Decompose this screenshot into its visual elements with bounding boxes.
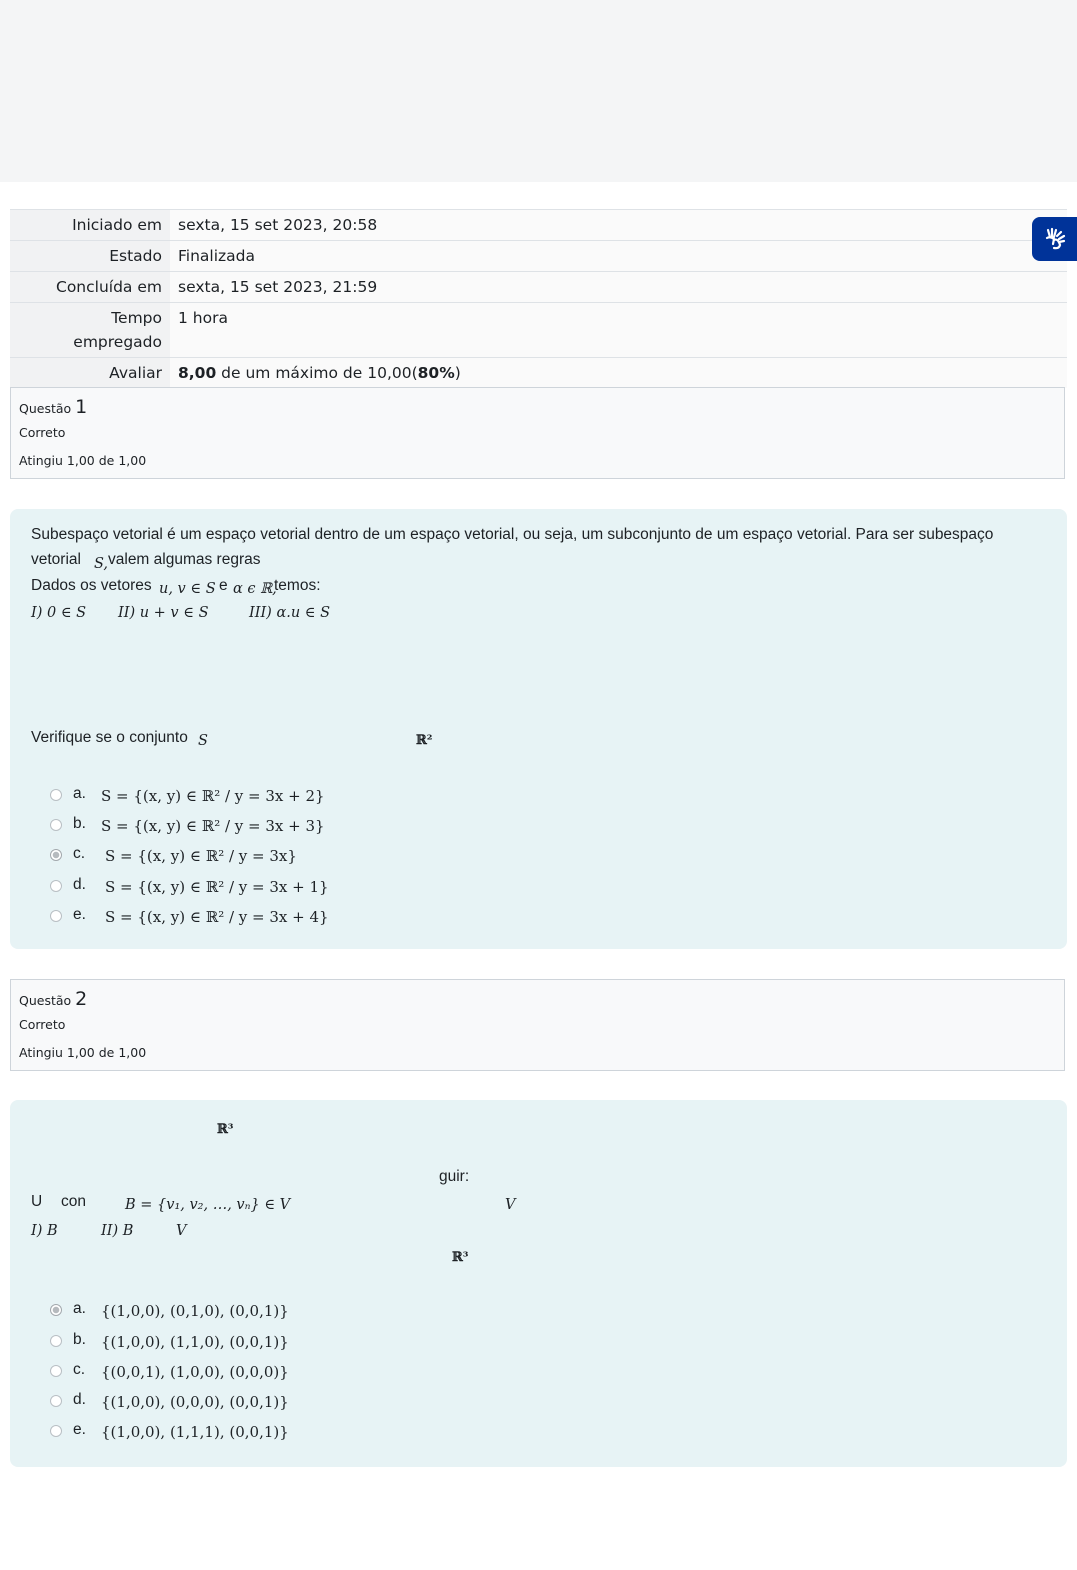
math-rule: III) α.u ∈ S [249,605,331,621]
question-text: guir: [439,1168,470,1185]
option-letter: a. [73,1300,86,1317]
question-2-info [10,979,1065,1071]
option-letter: b. [73,815,86,832]
math-rule: V [176,1223,187,1239]
page-header-band [0,0,1077,182]
math-inline: S [198,733,208,749]
math-rule: II) u + v ∈ S [118,605,209,621]
option-expression: {(1,0,0), (1,1,1), (0,0,1)} [101,1423,289,1441]
summary-value: 1 hora [170,303,1067,358]
answer-option[interactable] [50,1361,750,1385]
math-inline: S, [94,556,109,572]
summary-label: Concluída em [10,272,170,303]
question-text: Subespaço vetorial é um espaço vetorial dentro de um espaço vetorial, ou seja, um subconjunto de um espaço vetorial. Para ser subespaço [31,526,994,543]
answer-option[interactable] [50,785,750,809]
answer-option[interactable] [50,1391,750,1415]
radio-button[interactable] [50,789,62,801]
radio-button[interactable] [50,1425,62,1437]
math-inline: V [505,1197,516,1213]
question-1-content [10,509,1067,949]
option-letter: e. [73,1421,86,1438]
question-text: vetorial [31,551,81,568]
sign-language-hands-icon [1042,226,1068,252]
summary-row-completed [10,272,1067,303]
math-inline: ℝ³ [452,1250,469,1265]
option-letter: c. [73,845,86,862]
question-1-info [10,387,1065,479]
radio-button-checked[interactable] [50,1304,62,1316]
radio-button[interactable] [50,1395,62,1407]
answer-option[interactable] [50,906,750,930]
math-inline: u, v ∈ S [159,581,216,597]
math-inline: α ϵ ℝ, [233,581,277,597]
question-text: Dados os vetores [31,577,152,594]
summary-value: sexta, 15 set 2023, 20:58 [170,210,1067,241]
option-expression: {(1,0,0), (0,1,0), (0,0,1)} [101,1302,289,1320]
summary-label: Iniciado em [10,210,170,241]
answer-option[interactable] [50,876,750,900]
question-2-content [10,1100,1067,1467]
radio-button[interactable] [50,910,62,922]
grade-close: ) [454,364,461,382]
question-grade: Atingiu 1,00 de 1,00 [19,1045,147,1060]
option-letter: d. [73,1391,86,1408]
summary-row-time-taken [10,303,1067,358]
grade-max: de um máximo de 10,00( [216,364,418,382]
option-expression: {(0,0,1), (1,0,0), (0,0,0)} [101,1363,289,1381]
summary-label: Avaliar [10,358,170,389]
math-inline: ℝ³ [217,1122,234,1137]
answer-option[interactable] [50,1421,750,1445]
option-expression: S = {(x, y) ∈ ℝ² / y = 3x + 4} [105,908,329,926]
math-rule: II) B [101,1223,134,1239]
grade-score: 8,00 [178,364,217,382]
question-text: e [219,577,228,594]
radio-button[interactable] [50,1365,62,1377]
option-letter: c. [73,1361,86,1378]
math-inline: ℝ² [416,733,433,748]
summary-value: sexta, 15 set 2023, 21:59 [170,272,1067,303]
question-text: con [61,1193,86,1210]
question-number-value: 2 [75,988,88,1010]
summary-value [170,358,1067,389]
grade-percent: 80% [417,364,455,382]
summary-row-state [10,241,1067,272]
question-text: temos: [274,577,321,594]
math-rule: I) B [31,1223,58,1239]
question-number-value: 1 [75,396,88,418]
summary-label: Estado [10,241,170,272]
question-text: Verifique se o conjunto [31,729,188,746]
radio-button[interactable] [50,1335,62,1347]
answer-option[interactable] [50,1331,750,1355]
option-letter: b. [73,1331,86,1348]
option-letter: d. [73,876,86,893]
option-expression: S = {(x, y) ∈ ℝ² / y = 3x + 2} [101,787,325,805]
summary-value: Finalizada [170,241,1067,272]
summary-row-started [10,210,1067,241]
answer-option-selected[interactable] [50,845,750,869]
question-label: Questão [19,993,76,1008]
option-expression: {(1,0,0), (0,0,0), (0,0,1)} [101,1393,289,1411]
summary-row-grade [10,358,1067,389]
question-text: U [31,1193,43,1210]
option-expression: {(1,0,0), (1,1,0), (0,0,1)} [101,1333,289,1351]
radio-button[interactable] [50,819,62,831]
question-grade: Atingiu 1,00 de 1,00 [19,453,147,468]
radio-button[interactable] [50,880,62,892]
radio-button-checked[interactable] [50,849,62,861]
option-letter: e. [73,906,86,923]
question-number [19,988,87,1010]
option-expression: S = {(x, y) ∈ ℝ² / y = 3x} [105,847,297,865]
math-inline: B = {v₁, v₂, …, vₙ} ∈ V [125,1197,291,1213]
option-expression: S = {(x, y) ∈ ℝ² / y = 3x + 1} [105,878,329,896]
math-rule: I) 0 ∈ S [31,605,87,621]
question-label: Questão [19,401,76,416]
accessibility-button[interactable] [1032,217,1077,261]
question-state: Correto [19,1017,66,1032]
question-text: valem algumas regras [108,551,261,568]
option-letter: a. [73,785,86,802]
answer-option-selected[interactable] [50,1300,750,1324]
question-state: Correto [19,425,66,440]
question-number [19,396,87,418]
summary-label: Tempo empregado [10,303,170,358]
attempt-summary-table [10,209,1067,388]
answer-option[interactable] [50,815,750,839]
option-expression: S = {(x, y) ∈ ℝ² / y = 3x + 3} [101,817,325,835]
